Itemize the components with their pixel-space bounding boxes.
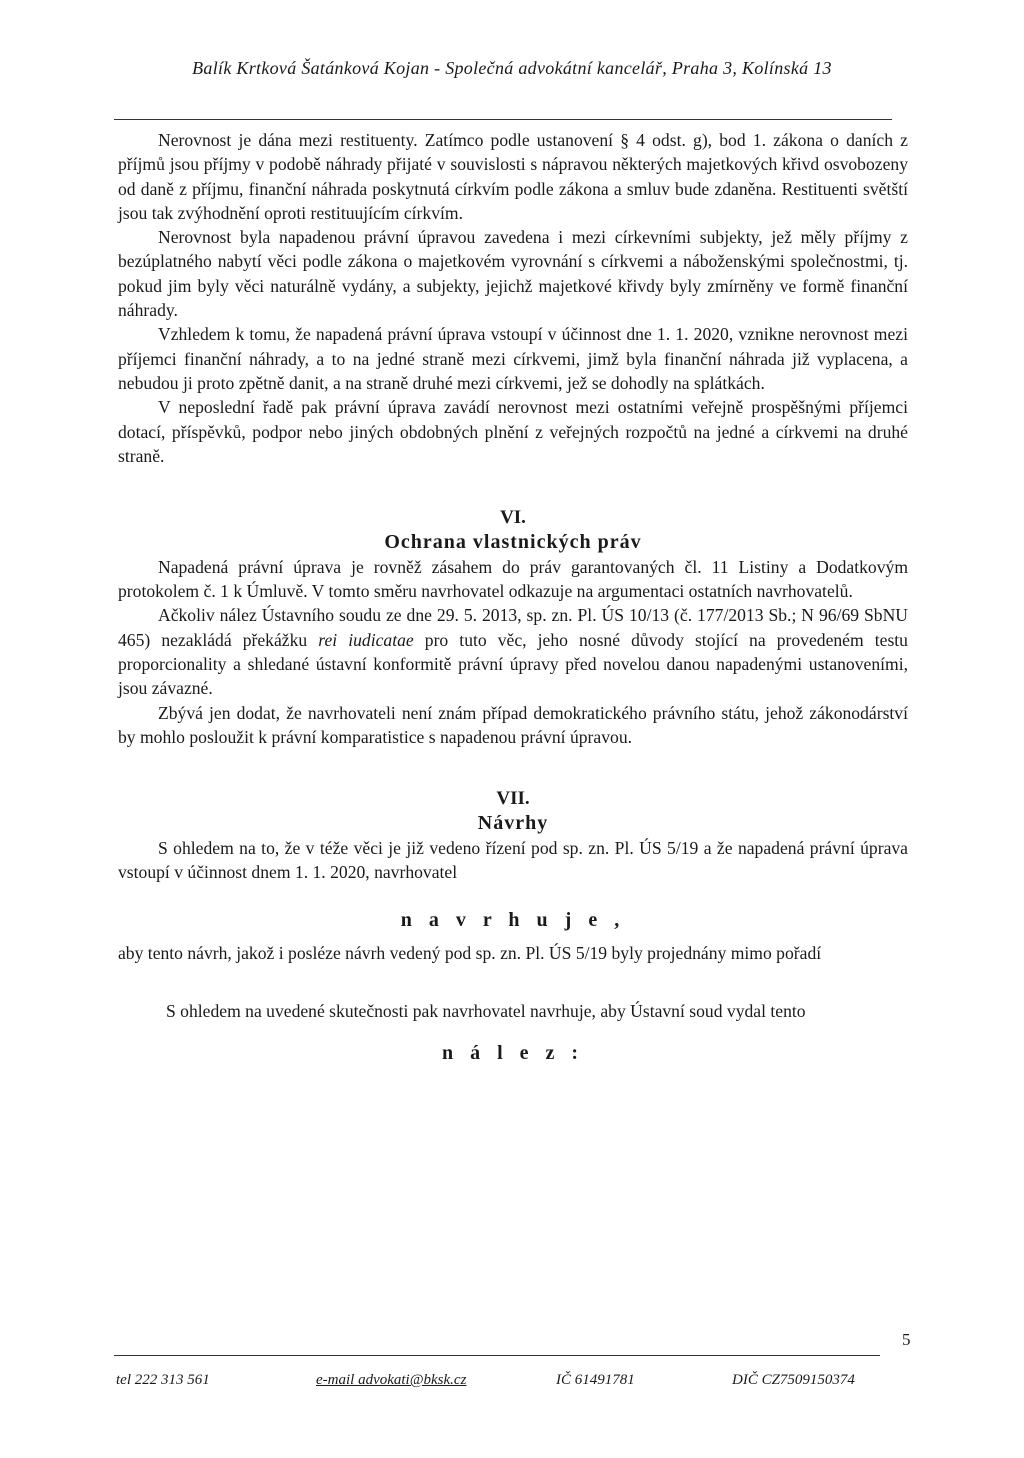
footer-divider bbox=[114, 1355, 880, 1356]
footer-dic: DIČ CZ7509150374 bbox=[732, 1372, 855, 1388]
paragraph-final-request: S ohledem na uvedené skutečnosti pak navrhovatel navrhuje, aby Ústavní soud vydal tento bbox=[166, 1000, 806, 1021]
paragraph-priority-request: aby tento návrh, jakož i posléze návrh vedený pod sp. zn. Pl. ÚS 5/19 byly projednány mimo pořadí bbox=[118, 942, 822, 963]
header-divider bbox=[114, 119, 892, 120]
footer-ic: IČ 61491781 bbox=[556, 1372, 635, 1388]
latin-term: rei iudicatae bbox=[318, 629, 414, 650]
paragraph-pending-proceedings: S ohledem na to, že v téže věci je již vedeno řízení pod sp. zn. Pl. ÚS 5/19 a že napadená právní úprava vstoupí v účinnost dnem 1. 1. 2020, navrhovatel bbox=[118, 837, 908, 883]
page-number: 5 bbox=[902, 1330, 911, 1349]
paragraph-court-finding: Ačkoliv nález Ústavního soudu ze dne 29. 5. 2013, sp. zn. Pl. ÚS 10/13 (č. 177/2013 Sb.; N 96/69 SbNU 465) nezakládá překážku rei iudicatae pro tuto věc, jeho nosné důvody stojící na provedeném testu proporcionality a shledané ústavní konformitě právní úpravy před novelou danou napadenými ustanoveními, jsou závazné. bbox=[118, 605, 908, 699]
document-body bbox=[118, 128, 908, 1066]
footer-phone: tel 222 313 561 bbox=[116, 1372, 210, 1388]
paragraph-property-rights: Napadená právní úprava je rovněž zásahem do práv garantovaných čl. 11 Listiny a Dodatkovým protokolem č. 1 k Úmluvě. V tomto směru navrhovatel odkazuje na argumentaci ostatních navrhovatelů. bbox=[118, 556, 908, 602]
section-6-title: Ochrana vlastnických práv bbox=[384, 531, 642, 554]
finding-heading: n á l e z : bbox=[441, 1042, 585, 1065]
section-7-title: Návrhy bbox=[477, 812, 549, 835]
proposes-heading: n a v r h u j e , bbox=[400, 909, 626, 932]
paragraph-church-entities: Nerovnost byla napadenou právní úpravou zavedena i mezi církevními subjekty, jež měly příjmy z bezúplatného nabytí věci podle zákona o majetkovém vyrovnání s církvemi a náboženskými společnostmi, tj. pokud jim byly věci naturálně vydány, a subjekty, jejichž majetkové křivdy byly zmírněny ve formě finanční náhrady. bbox=[118, 227, 908, 321]
paragraph-other-recipients: V neposlední řadě pak právní úprava zavádí nerovnost mezi ostatními veřejně prospěšnými příjemci dotací, příspěvků, podpor nebo jiných obdobných plnění z veřejných rozpočtů na jedné a církvemi na druhé straně. bbox=[118, 397, 908, 466]
paragraph-comparative-law: Zbývá jen dodat, že navrhovateli není znám případ demokratického právního státu, jehož zákonodárství by mohlo posloužit k právní komparatistice s napadenou právní úpravou. bbox=[118, 702, 908, 747]
letterhead: Balík Krtková Šatánková Kojan - Společná advokátní kancelář, Praha 3, Kolínská 13 bbox=[192, 58, 832, 78]
section-6-number: VI. bbox=[500, 507, 526, 529]
footer-email: e-mail advokati@bksk.cz bbox=[316, 1372, 467, 1388]
section-7-number: VII. bbox=[496, 788, 530, 810]
paragraph-effective-date: Vzhledem k tomu, že napadená právní úprava vstoupí v účinnost dne 1. 1. 2020, vznikne nerovnost mezi příjemci finanční náhrady, a to na jedné straně mezi církvemi, jimž byla finanční náhrada již vyplacena, a nebudou ji proto zpětně danit, a na straně druhé mezi církvemi, jež se dohodly na splátkách. bbox=[118, 324, 908, 393]
paragraph-restituents: Nerovnost je dána mezi restituenty. Zatímco podle ustanovení § 4 odst. g), bod 1. zákona o daních z příjmů jsou příjmy v podobě náhrady přijaté v souvislosti s nápravou některých majetkových křivd osvobozeny od daně z příjmu, finanční náhrada poskytnutá církvím podle zákona a smluv bude zdaněna. Restituenti světští jsou tak zvýhodnění oproti restituujícím církvím. bbox=[118, 130, 908, 223]
